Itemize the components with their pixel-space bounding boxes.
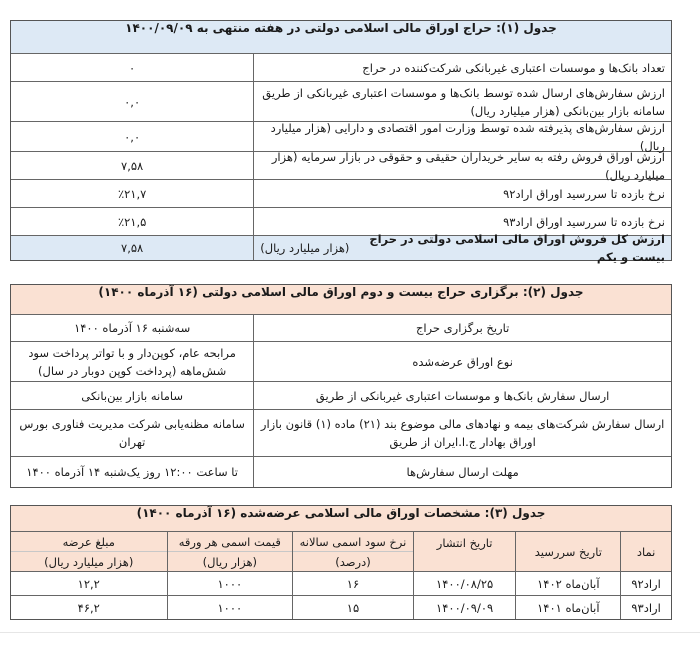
cell-coupon-rate: ۱۵ — [293, 596, 414, 619]
table1-title: جدول (۱): حراج اوراق مالی اسلامی دولتی در هفته منتهی به ۱۴۰۰/۰۹/۰۹ — [11, 21, 671, 53]
header-label: تاریخ انتشار — [436, 536, 493, 550]
header-face-value — [168, 532, 294, 571]
row-value: ۷,۵۸ — [11, 152, 254, 179]
table-securities-specs — [10, 505, 672, 620]
row-label: تاریخ برگزاری حراج — [415, 321, 510, 335]
row-value: ٪۲۱,۷ — [11, 180, 254, 207]
total-label-unit: (هزار میلیارد ریال) — [260, 241, 354, 255]
row-label: نوع اوراق عرضه‌شده — [412, 354, 513, 369]
header-offer-amount — [11, 532, 168, 571]
header-label: تاریخ سررسید — [534, 544, 602, 559]
row-value: سامانه بازار بین‌بانکی — [11, 382, 254, 409]
table-row — [11, 314, 671, 341]
header-issue-date — [414, 532, 517, 571]
cell-symbol: اراد۹۳ — [631, 600, 661, 615]
cell-face-value: ۱۰۰۰ — [168, 572, 294, 595]
header-unit: (هزار ریال) — [168, 551, 293, 571]
cell-face-value: ۱۰۰۰ — [168, 596, 294, 619]
row-label: ارسال سفارش بانک‌ها و موسسات اعتباری غیربانکی از طریق — [315, 388, 610, 403]
table3-title: جدول (۳): مشخصات اوراق مالی اسلامی عرضه‌شده (۱۶ آذرماه ۱۴۰۰) — [11, 506, 671, 531]
row-value: ۰,۰ — [11, 122, 254, 151]
table-row — [11, 341, 671, 381]
table-auction-weekly — [10, 20, 672, 264]
total-label-bold: ارزش کل فروش اوراق مالی اسلامی دولتی در حراج بیست و یکم — [369, 232, 665, 264]
header-unit: (درصد) — [293, 551, 413, 571]
cell-offer-amount: ۴۶,۲ — [11, 596, 168, 619]
total-value: ۷,۵۸ — [11, 236, 254, 260]
row-label: ارزش سفارش‌های پذیرفته شده توسط وزارت امور اقتصادی و دارایی (هزار میلیارد ریال) — [270, 120, 665, 153]
header-label: مبلغ عرضه — [62, 534, 115, 549]
header-unit: (هزار میلیارد ریال) — [11, 551, 167, 571]
row-label: مهلت ارسال سفارش‌ها — [406, 465, 519, 479]
row-value: ٪۲۱,۵ — [11, 208, 254, 235]
row-value: ۰,۰ — [11, 82, 254, 121]
cell-maturity-date: آبان‌ماه ۱۴۰۲ — [516, 572, 621, 595]
cell-maturity-date: آبان‌ماه ۱۴۰۱ — [516, 596, 621, 619]
row-value: مرابحه عام، کوپن‌دار و با تواتر پرداخت سود شش‌ماهه (پرداخت کوپن دوبار در سال) — [11, 342, 254, 381]
header-coupon-rate — [293, 532, 414, 571]
header-label: نماد — [636, 544, 656, 559]
row-label: نرخ بازده تا سررسید اوراق اراد۹۲ — [503, 186, 665, 201]
table-row — [11, 595, 671, 619]
divider — [0, 632, 700, 633]
table-row — [11, 81, 671, 121]
header-label: قیمت اسمی هر ورقه — [178, 534, 281, 549]
row-value: تا ساعت ۱۲:۰۰ روز یک‌شنبه ۱۴ آذرماه ۱۴۰۰ — [11, 457, 254, 487]
table-row — [11, 409, 671, 456]
cell-symbol: اراد۹۲ — [631, 576, 661, 591]
table-row — [11, 53, 671, 81]
cell-issue-date: ۱۴۰۰/۰۹/۰۹ — [414, 596, 517, 619]
table-auction-schedule — [10, 284, 672, 488]
header-symbol — [621, 532, 671, 571]
row-label: ارزش سفارش‌های ارسال شده توسط بانک‌ها و موسسات اعتباری غیربانکی از طریق سامانه بازار بین‌بانکی (هزار میلیارد ریال) — [262, 85, 665, 118]
table2-title: جدول (۲): برگزاری حراج بیست و دوم اوراق مالی اسلامی دولتی (۱۶ آذرماه ۱۴۰۰) — [11, 285, 671, 314]
total-label — [254, 232, 671, 264]
row-label: نرخ بازده تا سررسید اوراق اراد۹۳ — [503, 214, 665, 229]
table-row — [11, 149, 671, 182]
table-row — [11, 571, 671, 595]
header-label: نرخ سود اسمی سالانه — [299, 534, 407, 549]
table-row — [11, 121, 671, 151]
row-value: سه‌شنبه ۱۶ آذرماه ۱۴۰۰ — [11, 315, 254, 341]
row-label: تعداد بانک‌ها و موسسات اعتباری غیربانکی شرکت‌کننده در حراج — [362, 60, 665, 75]
table-row-total — [11, 232, 671, 264]
table-header-row — [11, 531, 671, 571]
row-label: ارسال سفارش شرکت‌های بیمه و نهادهای مالی موضوع بند (۲۱) ماده (۱) قانون بازار اوراق بهادار ج.ا.ایران از طریق — [260, 417, 665, 449]
row-label: ارزش اوراق فروش رفته به سایر خریداران حقیقی و حقوقی در بازار سرمایه (هزار میلیارد ریال) — [271, 149, 665, 182]
table-row — [11, 381, 671, 409]
table-row — [11, 456, 671, 487]
cell-issue-date: ۱۴۰۰/۰۸/۲۵ — [414, 572, 517, 595]
table-row — [11, 179, 671, 207]
cell-coupon-rate: ۱۶ — [293, 572, 414, 595]
row-value: ۰ — [11, 54, 254, 81]
row-value: سامانه مظنه‌یابی شرکت مدیریت فناوری بورس تهران — [11, 410, 254, 456]
header-maturity-date — [516, 532, 621, 571]
cell-offer-amount: ۱۲,۲ — [11, 572, 168, 595]
